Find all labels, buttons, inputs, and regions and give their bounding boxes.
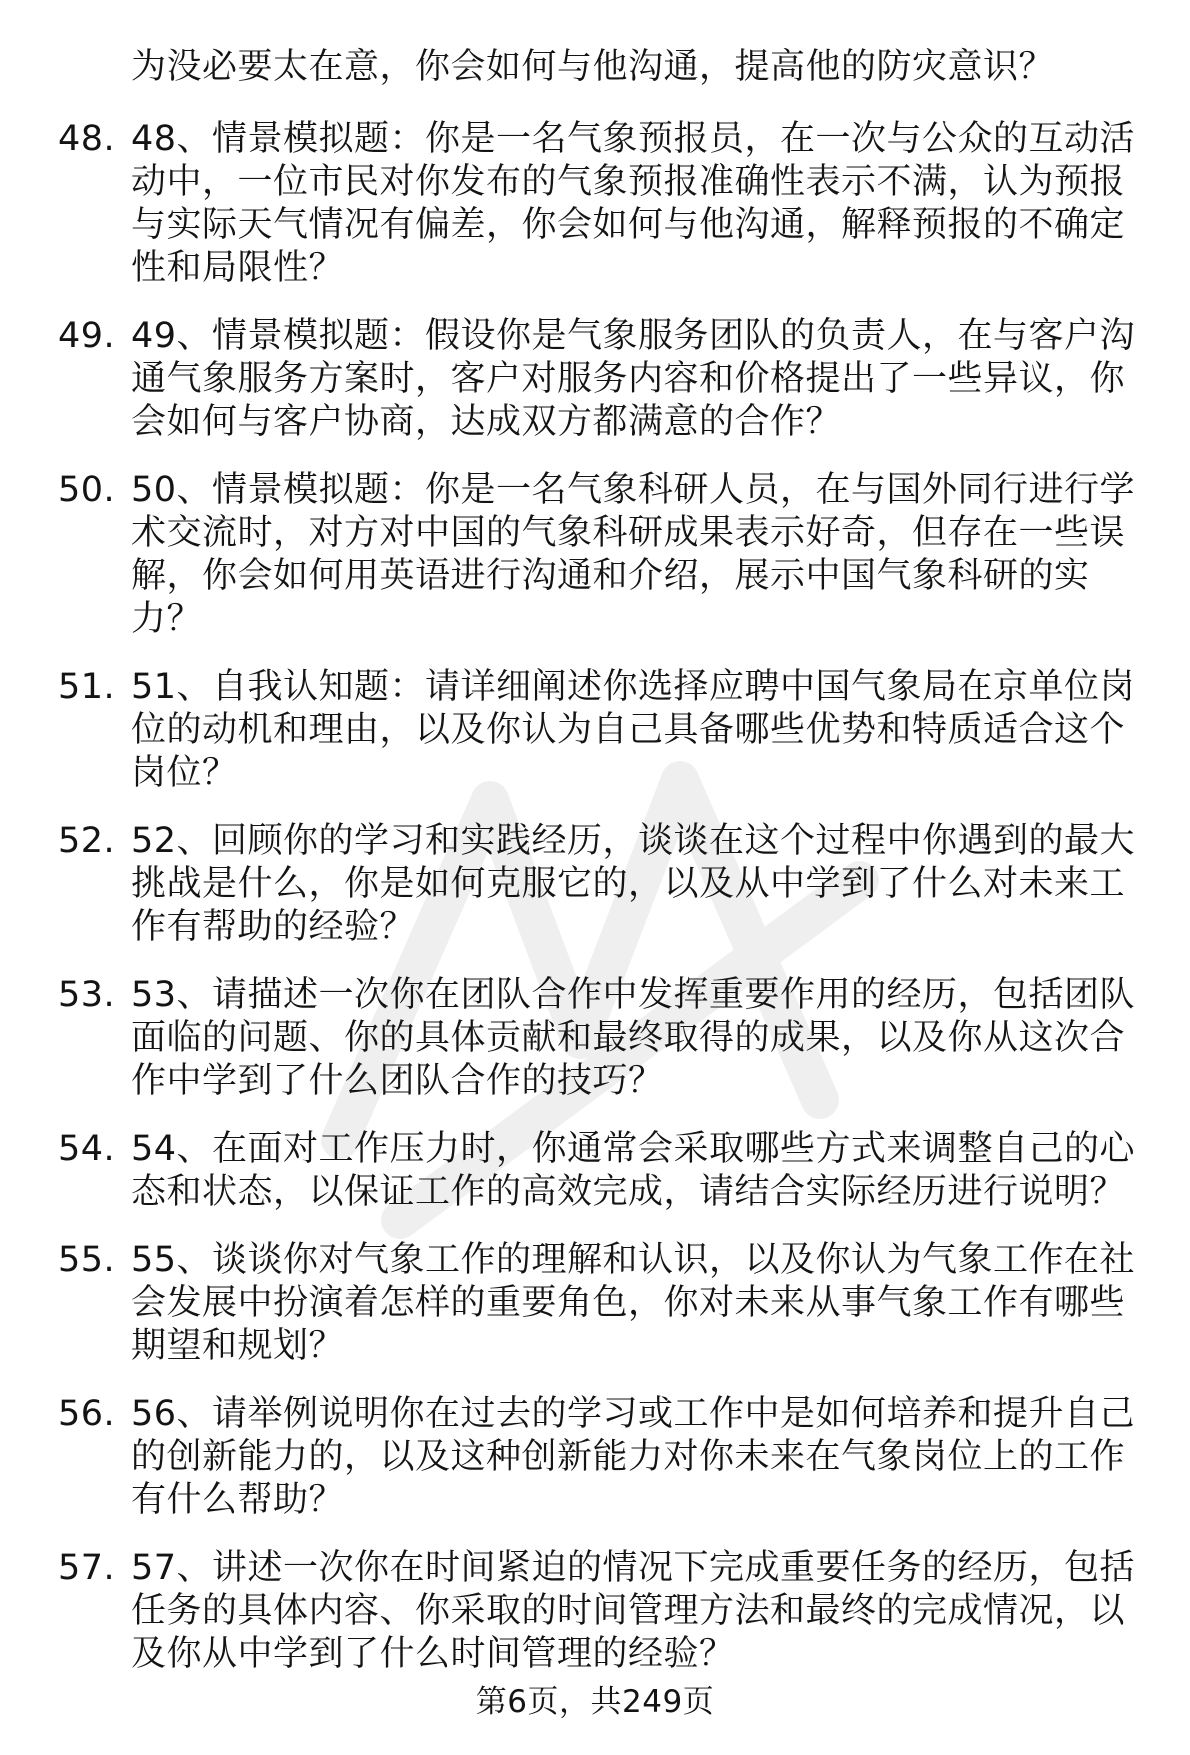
question-number: 55. — [58, 1240, 116, 1280]
question-text: 48、情景模拟题：你是一名气象预报员，在一次与公众的互动活动中，一位市民对你发布的气象预报准确性表示不满，认为预报与实际天气情况有偏差，你会如何与他沟通，解释预报的不确定性和局限性？ — [131, 119, 1136, 288]
list-item — [0, 974, 1190, 1103]
list-item — [0, 1239, 1190, 1368]
question-number: 56. — [58, 1394, 116, 1434]
continued-question-text: 为没必要太在意，你会如何与他沟通，提高他的防灾意识？ — [131, 47, 1055, 87]
question-text: 50、情景模拟题：你是一名气象科研人员，在与国外同行进行学术交流时，对方对中国的气象科研成果表示好奇，但存在一些误解，你会如何用英语进行沟通和介绍，展示中国气象科研的实力？ — [131, 470, 1136, 639]
question-number: 48. — [58, 119, 116, 159]
question-number: 53. — [58, 975, 116, 1015]
list-item — [0, 315, 1190, 444]
list-item — [0, 118, 1190, 290]
question-text: 49、情景模拟题：假设你是气象服务团队的负责人，在与客户沟通气象服务方案时，客户对服务内容和价格提出了一些异议，你会如何与客户协商，达成双方都满意的合作？ — [131, 316, 1136, 442]
question-number: 57. — [58, 1548, 116, 1588]
question-text: 51、自我认知题：请详细阐述你选择应聘中国气象局在京单位岗位的动机和理由，以及你认为自己具备哪些优势和特质适合这个岗位？ — [131, 667, 1136, 793]
question-number: 52. — [58, 821, 116, 861]
question-text: 52、回顾你的学习和实践经历，谈谈在这个过程中你遇到的最大挑战是什么，你是如何克服它的，以及从中学到了什么对未来工作有帮助的经验？ — [131, 821, 1136, 947]
question-text: 57、讲述一次你在时间紧迫的情况下完成重要任务的经历，包括任务的具体内容、你采取的时间管理方法和最终的完成情况，以及你从中学到了什么时间管理的经验？ — [131, 1548, 1136, 1674]
question-number: 51. — [58, 667, 116, 707]
list-item — [0, 469, 1190, 641]
question-text: 54、在面对工作压力时，你通常会采取哪些方式来调整自己的心态和状态，以保证工作的高效完成，请结合实际经历进行说明？ — [131, 1129, 1136, 1212]
question-text: 53、请描述一次你在团队合作中发挥重要作用的经历，包括团队面临的问题、你的具体贡献和最终取得的成果，以及你从这次合作中学到了什么团队合作的技巧？ — [131, 975, 1136, 1101]
page-footer: 第6页，共249页 — [475, 1684, 715, 1720]
question-text: 55、谈谈你对气象工作的理解和认识，以及你认为气象工作在社会发展中扮演着怎样的重要角色，你对未来从事气象工作有哪些期望和规划？ — [131, 1240, 1136, 1366]
question-list — [0, 118, 1190, 1701]
list-item — [0, 1547, 1190, 1676]
question-number: 50. — [58, 470, 116, 510]
question-text: 56、请举例说明你在过去的学习或工作中是如何培养和提升自己的创新能力的，以及这种创新能力对你未来在气象岗位上的工作有什么帮助？ — [131, 1394, 1136, 1520]
question-number: 49. — [58, 316, 116, 356]
question-number: 54. — [58, 1129, 116, 1169]
list-item — [0, 1128, 1190, 1214]
list-item — [0, 1393, 1190, 1522]
list-item — [0, 820, 1190, 949]
list-item — [0, 666, 1190, 795]
